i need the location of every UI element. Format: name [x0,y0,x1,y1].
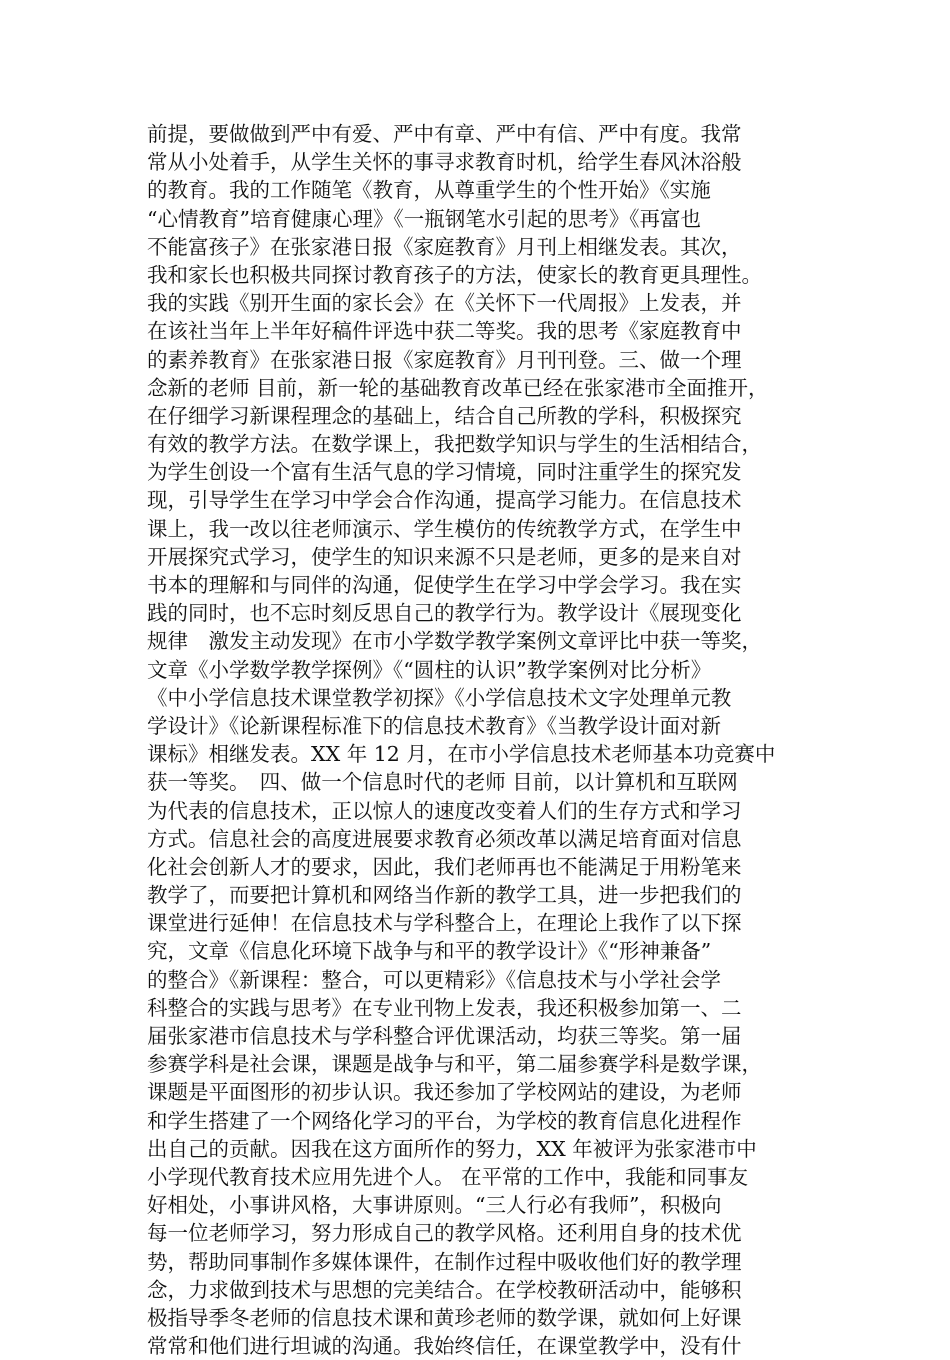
text-line: 在该社当年上半年好稿件评选中获二等奖。我的思考《家庭教育中 [147,319,742,344]
text-line: “心情教育”培育健康心理》《一瓶钢笔水引起的思考》《再富也 [147,206,701,231]
text-line: 为代表的信息技术，正以惊人的速度改变着人们的生存方式和学习 [147,798,742,823]
text-line: 和学生搭建了一个网络化学习的平台，为学校的教育信息化进程作 [147,1108,742,1133]
text-line: 的整合》《新课程：整合，可以更精彩》《信息技术与小学社会学 [147,967,721,992]
text-line: 科整合的实践与思考》在专业刊物上发表，我还积极参加第一、二 [147,995,742,1020]
text-line: 每一位老师学习，努力形成自己的教学风格。还利用自身的技术优 [147,1221,742,1246]
body-text [147,120,827,1360]
text-line: 课题是平面图形的初步认识。我还参加了学校网站的建设，为老师 [147,1080,742,1105]
text-line: 前提，要做做到严中有爱、严中有章、严中有信、严中有度。我常 [147,122,742,146]
text-line: 不能富孩子》在张家港日报《家庭教育》月刊上相继发表。其次， [147,234,742,259]
text-line: 获一等奖。 四、做一个信息时代的老师 目前，以计算机和互联网 [147,770,738,795]
text-line: 小学现代教育技术应用先进个人。 在平常的工作中，我能和同事友 [147,1164,749,1189]
text-line: 化社会创新人才的要求，因此，我们老师再也不能满足于用粉笔来 [147,854,742,879]
text-line: 念新的老师 目前，新一轮的基础教育改革已经在张家港市全面推开， [147,375,769,400]
text-line: 届张家港市信息技术与学科整合评优课活动，均获三等奖。第一届 [147,1024,742,1048]
text-line: 教学了，而要把计算机和网络当作新的教学工具，进一步把我们的 [147,883,742,908]
text-line: 极指导季冬老师的信息技术课和黄珍老师的数学课，就如何上好课 [147,1305,742,1330]
text-line: 为学生创设一个富有生活气息的学习情境，同时注重学生的探究发 [147,460,742,485]
text-line: 学设计》《论新课程标准下的信息技术教育》《当教学设计面对新 [147,713,721,738]
text-line: 有效的教学方法。在数学课上，我把数学知识与学生的生活相结合， [147,432,762,457]
text-line: 常从小处着手，从学生关怀的事寻求教育时机，给学生春风沐浴般 [147,150,742,175]
text-line: 我的实践《别开生面的家长会》在《关怀下一代周报》上发表，并 [147,291,742,316]
text-line: 现，引导学生在学习中学会合作沟通，提高学习能力。在信息技术 [147,488,742,513]
text-line: 课上，我一改以往老师演示、学生模仿的传统教学方式，在学生中 [147,516,742,541]
text-line: 《中小学信息技术课堂教学初探》《小学信息技术文字处理单元教 [147,685,732,710]
text-line: 究，文章《信息化环境下战争与和平的教学设计》《“形神兼备” [147,939,712,964]
text-line: 的素养教育》在张家港日报《家庭教育》月刊刊登。三、做一个理 [147,347,742,372]
text-line: 出自己的贡献。因我在这方面所作的努力，XX 年被评为张家港市中 [147,1136,757,1161]
text-line: 在仔细学习新课程理念的基础上，结合自己所教的学科，积极探究 [147,403,742,428]
text-line: 的教育。我的工作随笔《教育，从尊重学生的个性开始》《实施 [147,178,711,203]
text-line: 念，力求做到技术与思想的完美结合。在学校教研活动中，能够积 [147,1277,742,1302]
text-line: 我和家长也积极共同探讨教育孩子的方法，使家长的教育更具理性。 [147,262,762,287]
text-line: 课堂进行延伸！在信息技术与学科整合上，在理论上我作了以下探 [147,911,742,936]
text-line: 参赛学科是社会课，课题是战争与和平，第二届参赛学科是数学课， [147,1052,762,1077]
text-line: 方式。信息社会的高度进展要求教育必须改革以满足培育面对信息 [147,826,742,851]
text-line: 课标》相继发表。XX 年 12 月，在市小学信息技术老师基本功竞赛中 [147,742,776,767]
text-line: 践的同时，也不忘时刻反思自己的教学行为。教学设计《展现变化 [147,601,742,626]
text-line: 开展探究式学习，使学生的知识来源不只是老师，更多的是来自对 [147,544,742,569]
text-line: 好相处，小事讲风格，大事讲原则。“三人行必有我师”，积极向 [147,1193,722,1218]
text-line: 规律 激发主动发现》在市小学数学教学案例文章评比中获一等奖， [147,629,762,654]
text-line: 书本的理解和与同伴的沟通，促使学生在学习中学会学习。我在实 [147,573,742,597]
text-line: 文章《小学数学教学探例》《“圆柱的认识”教学案例对比分析》 [147,657,712,682]
text-line: 常常和他们进行坦诚的沟通。我始终信任，在课堂教学中，没有什 [147,1334,742,1359]
text-line: 势，帮助同事制作多媒体课件，在制作过程中吸收他们好的教学理 [147,1249,742,1274]
